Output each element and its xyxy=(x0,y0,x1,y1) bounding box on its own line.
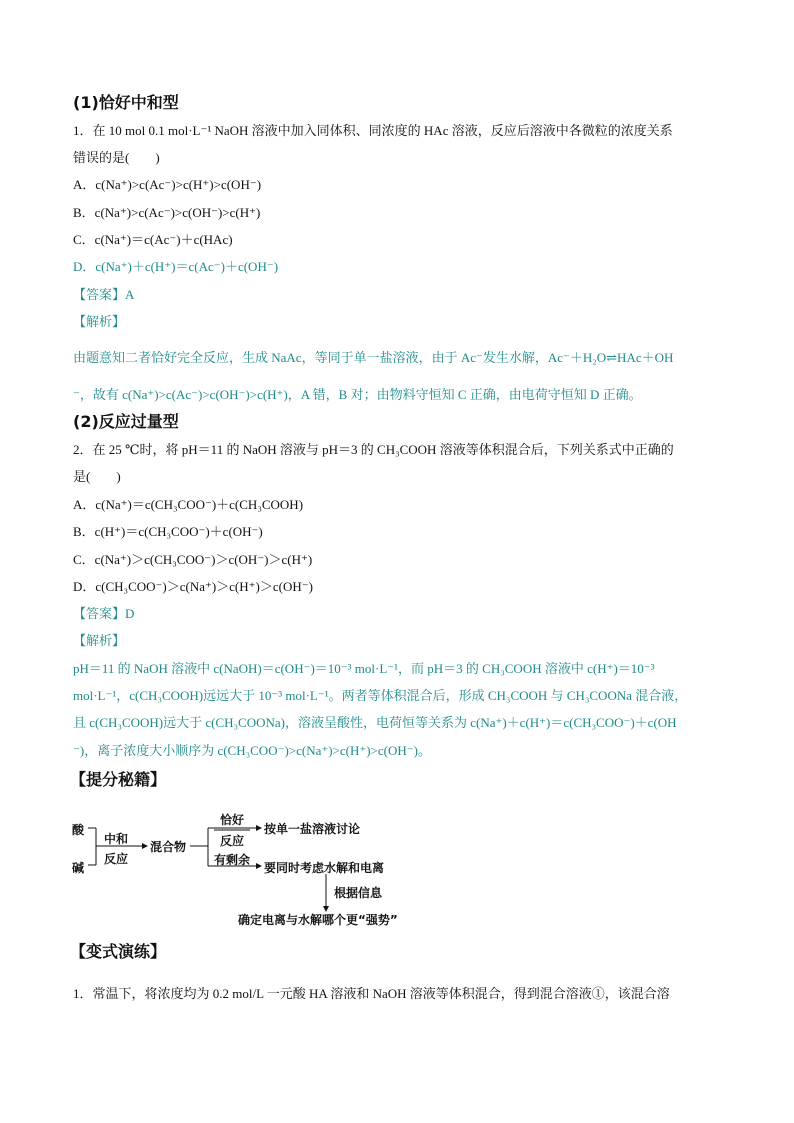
diagram-mixture: 混合物 xyxy=(150,840,187,854)
diagram-conclusion: 确定电离与水解哪个更“强势” xyxy=(238,913,398,927)
q2-analysis-label: 【解析】 xyxy=(73,633,126,648)
diagram-info: 根据信息 xyxy=(334,886,383,900)
section-header-exact-neutralization: (1)恰好中和型 xyxy=(73,93,179,112)
question-2-text: 2．在 25 ℃时，将 pH＝11 的 NaOH 溶液与 pH＝3 的 CH₃COOH 溶液等体积混合后，下列关系式中正确的 xyxy=(73,442,674,457)
q1-analysis-label: 【解析】 xyxy=(73,314,126,329)
q2-option-b: B．c(H⁺)＝c(CH₃COO⁻)＋c(OH⁻) xyxy=(73,524,263,539)
practice-header: 【变式演练】 xyxy=(70,942,167,961)
diagram-neutralization-2: 反应 xyxy=(104,852,129,866)
question-1-text: 1．在 10 mol 0.1 mol·L⁻¹ NaOH 溶液中加入同体积、同浓度的 HAc 溶液，反应后溶液中各微粒的浓度关系 xyxy=(73,123,673,138)
diagram-exact-1: 恰好 xyxy=(220,813,245,827)
diagram-neutralization-1: 中和 xyxy=(104,832,129,846)
diagram-exact-2: 反应 xyxy=(220,834,245,848)
q1-option-d: D．c(Na⁺)＋c(H⁺)＝c(Ac⁻)＋c(OH⁻) xyxy=(73,259,279,274)
diagram-base: 碱 xyxy=(72,861,85,875)
q1-option-a: A．c(Na⁺)>c(Ac⁻)>c(H⁺)>c(OH⁻) xyxy=(73,177,262,192)
q1-analysis-line-2: ⁻，故有 c(Na⁺)>c(Ac⁻)>c(OH⁻)>c(H⁺)，A 错，B 对；由物料守恒知 C 正确，由电荷守恒知 D 正确。 xyxy=(73,387,642,402)
diagram-rule-hydrolysis-ionization: 要同时考虑水解和电离 xyxy=(264,861,385,875)
question-2-text-cont: 是( ) xyxy=(73,469,121,484)
diagram-rule-single-salt: 按单一盐溶液讨论 xyxy=(264,822,361,836)
section-header-excess-reaction: (2)反应过量型 xyxy=(73,412,179,431)
q2-analysis-line-1: pH＝11 的 NaOH 溶液中 c(NaOH)＝c(OH⁻)＝10⁻³ mol·L⁻¹，而 pH＝3 的 CH₃COOH 溶液中 c(H⁺)＝10⁻³ xyxy=(73,661,655,676)
q1-option-b: B．c(Na⁺)>c(Ac⁻)>c(OH⁻)>c(H⁺) xyxy=(73,205,261,220)
practice-question-1: 1．常温下，将浓度均为 0.2 mol/L 一元酸 HA 溶液和 NaOH 溶液等体积混合，得到混合溶液①，该混合溶 xyxy=(73,986,670,1001)
q1-analysis-line-1: 由题意知二者恰好完全反应，生成 NaAc，等同于单一盐溶液，由于 Ac⁻发生水解，Ac⁻＋H₂O⇌HAc＋OH xyxy=(73,350,674,365)
q1-answer: 【答案】A xyxy=(73,287,135,302)
q1-option-c: C．c(Na⁺)＝c(Ac⁻)＋c(HAc) xyxy=(73,232,233,247)
question-1-text-cont: 错误的是( ) xyxy=(73,150,160,165)
q2-answer: 【答案】D xyxy=(73,606,135,621)
q2-option-a: A．c(Na⁺)＝c(CH₃COO⁻)＋c(CH₃COOH) xyxy=(73,497,304,512)
q2-analysis-line-3: 且 c(CH₃COOH)远大于 c(CH₃COONa)，溶液呈酸性，电荷恒等关系为 c(Na⁺)＋c(H⁺)＝c(CH₃COO⁻)＋c(OH xyxy=(73,715,677,730)
tips-header: 【提分秘籍】 xyxy=(70,770,167,789)
diagram-excess: 有剩余 xyxy=(214,853,251,867)
q2-analysis-line-2: mol·L⁻¹，c(CH₃COOH)远远大于 10⁻³ mol·L⁻¹。两者等体积混合后，形成 CH₃COOH 与 CH₃COONa 混合液， xyxy=(73,688,688,703)
q2-option-d: D．c(CH₃COO⁻)＞c(Na⁺)＞c(H⁺)＞c(OH⁻) xyxy=(73,579,313,594)
q2-analysis-line-4: ⁻)，离子浓度大小顺序为 c(CH₃COO⁻)>c(Na⁺)>c(H⁺)>c(OH⁻)。 xyxy=(73,743,431,758)
diagram-acid: 酸 xyxy=(72,823,85,837)
q2-option-c: C．c(Na⁺)＞c(CH₃COO⁻)＞c(OH⁻)＞c(H⁺) xyxy=(73,552,313,567)
